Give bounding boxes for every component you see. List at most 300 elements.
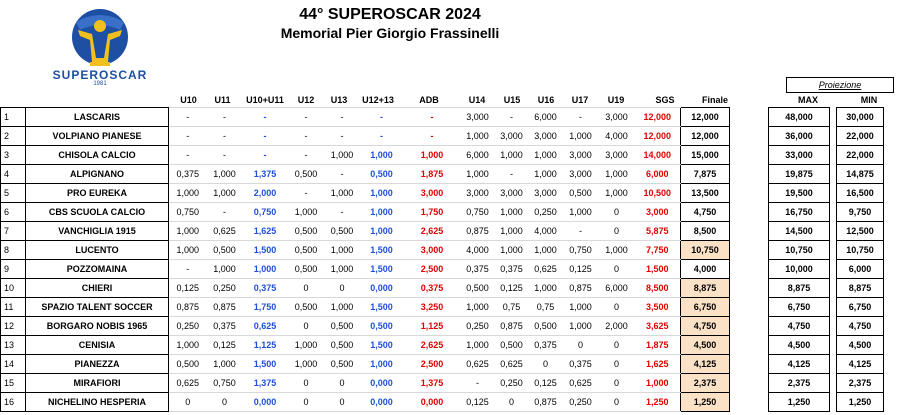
cell-u12: - xyxy=(288,108,325,127)
cell-u10u11: 0,375 xyxy=(243,279,288,298)
spacer-cell xyxy=(730,336,769,355)
cell-u17: 3,000 xyxy=(563,165,599,184)
team-name-cell: PIANEZZA xyxy=(26,355,169,374)
min-cell: 22,000 xyxy=(837,127,884,146)
cell-u19: 1,000 xyxy=(599,184,635,203)
table-row xyxy=(1,317,884,336)
cell-u12u13: 1,000 xyxy=(360,146,404,165)
finale-cell: 4,500 xyxy=(681,336,730,355)
cell-u17: 0,875 xyxy=(563,279,599,298)
max-cell: 14,500 xyxy=(769,222,830,241)
cell-u11: - xyxy=(207,108,243,127)
rank-cell: 5 xyxy=(1,184,26,203)
cell-u10: 0,500 xyxy=(169,355,207,374)
spacer-cell xyxy=(830,317,837,336)
spacer-cell xyxy=(830,222,837,241)
cell-adb: 2,500 xyxy=(404,260,461,279)
cell-u12: 0,500 xyxy=(288,165,325,184)
cell-u10u11: 1,750 xyxy=(243,298,288,317)
cell-u15: 0,250 xyxy=(495,374,529,393)
cell-u10u11: - xyxy=(243,127,288,146)
header-u11: U11 xyxy=(214,95,231,105)
cell-u19: 3,000 xyxy=(599,108,635,127)
cell-u19: 0 xyxy=(599,260,635,279)
cell-u15: 1,000 xyxy=(495,203,529,222)
cell-u12: 1,000 xyxy=(288,355,325,374)
rank-cell: 4 xyxy=(1,165,26,184)
cell-u10: 0,125 xyxy=(169,279,207,298)
cell-u17: 0,625 xyxy=(563,374,599,393)
cell-u12: 0,500 xyxy=(288,298,325,317)
cell-u15: 1,000 xyxy=(495,146,529,165)
cell-u14: 1,000 xyxy=(461,298,495,317)
max-cell: 48,000 xyxy=(769,108,830,127)
cell-u10u11: 0,000 xyxy=(243,393,288,412)
cell-u19: 0 xyxy=(599,374,635,393)
team-name-cell: VOLPIANO PIANESE xyxy=(26,127,169,146)
cell-u11: 1,000 xyxy=(207,184,243,203)
team-name-cell: CENISIA xyxy=(26,336,169,355)
cell-u13: 0,500 xyxy=(325,222,360,241)
cell-sgs: 10,500 xyxy=(635,184,681,203)
cell-u14: 3,000 xyxy=(461,184,495,203)
header-u15: U15 xyxy=(503,95,521,105)
cell-sgs: 1,500 xyxy=(635,260,681,279)
cell-u10u11: 2,000 xyxy=(243,184,288,203)
cell-u13: 1,000 xyxy=(325,184,360,203)
rank-cell: 1 xyxy=(1,108,26,127)
header-u17: U17 xyxy=(571,95,589,105)
cell-u12: - xyxy=(288,127,325,146)
cell-u12u13: 1,000 xyxy=(360,222,404,241)
header-u10: U10 xyxy=(180,95,197,105)
finale-cell: 12,000 xyxy=(681,108,730,127)
finale-cell: 1,250 xyxy=(681,393,730,412)
cell-u11: 1,000 xyxy=(207,355,243,374)
cell-u19: 0 xyxy=(599,298,635,317)
min-cell: 12,500 xyxy=(837,222,884,241)
cell-u17: 0,500 xyxy=(563,184,599,203)
cell-u16: 0 xyxy=(529,355,563,374)
spacer-cell xyxy=(730,127,769,146)
spacer-cell xyxy=(830,279,837,298)
team-name-cell: VANCHIGLIA 1915 xyxy=(26,222,169,241)
spacer-cell xyxy=(730,184,769,203)
cell-u10u11: 0,625 xyxy=(243,317,288,336)
spacer-cell xyxy=(830,241,837,260)
max-cell: 16,750 xyxy=(769,203,830,222)
cell-u15: 0,125 xyxy=(495,279,529,298)
cell-u12: 0,500 xyxy=(288,222,325,241)
rank-cell: 11 xyxy=(1,298,26,317)
logo-wordmark: SUPEROSCAR xyxy=(52,68,148,82)
cell-u10: - xyxy=(169,127,207,146)
max-cell: 10,750 xyxy=(769,241,830,260)
cell-u13: 1,000 xyxy=(325,260,360,279)
finale-cell: 4,000 xyxy=(681,260,730,279)
rank-cell: 15 xyxy=(1,374,26,393)
spacer-cell xyxy=(830,184,837,203)
cell-adb: 1,875 xyxy=(404,165,461,184)
logo-year: 1981 xyxy=(93,81,107,87)
cell-u11: - xyxy=(207,146,243,165)
rank-cell: 16 xyxy=(1,393,26,412)
max-cell: 33,000 xyxy=(769,146,830,165)
finale-cell: 7,875 xyxy=(681,165,730,184)
cell-u10: 1,000 xyxy=(169,241,207,260)
max-cell: 2,375 xyxy=(769,374,830,393)
rank-cell: 10 xyxy=(1,279,26,298)
cell-u12: 0,500 xyxy=(288,260,325,279)
cell-sgs: 3,500 xyxy=(635,298,681,317)
cell-u15: 0,500 xyxy=(495,336,529,355)
spacer-cell xyxy=(830,298,837,317)
cell-u13: - xyxy=(325,108,360,127)
spacer-cell xyxy=(730,393,769,412)
cell-u16: 1,000 xyxy=(529,279,563,298)
cell-adb: 0,375 xyxy=(404,279,461,298)
cell-u10: - xyxy=(169,146,207,165)
cell-u19: 0 xyxy=(599,203,635,222)
finale-cell: 10,750 xyxy=(681,241,730,260)
rank-cell: 2 xyxy=(1,127,26,146)
finale-cell: 12,000 xyxy=(681,127,730,146)
cell-u14: - xyxy=(461,374,495,393)
cell-u11: 0 xyxy=(207,393,243,412)
cell-u16: 3,000 xyxy=(529,127,563,146)
max-cell: 10,000 xyxy=(769,260,830,279)
cell-u12: - xyxy=(288,184,325,203)
spacer-cell xyxy=(830,355,837,374)
cell-u14: 0,375 xyxy=(461,260,495,279)
cell-u10u11: 1,375 xyxy=(243,374,288,393)
cell-u11: - xyxy=(207,203,243,222)
cell-u10: 1,000 xyxy=(169,336,207,355)
cell-u17: 3,000 xyxy=(563,146,599,165)
spacer-cell xyxy=(730,298,769,317)
spacer-cell xyxy=(730,374,769,393)
min-cell: 6,750 xyxy=(837,298,884,317)
rank-cell: 6 xyxy=(1,203,26,222)
cell-u14: 6,000 xyxy=(461,146,495,165)
cell-u15: 3,000 xyxy=(495,127,529,146)
header-u14: U14 xyxy=(468,95,486,105)
table-row xyxy=(1,203,884,222)
page-title: 44° SUPEROSCAR 2024 xyxy=(299,6,481,23)
cell-u10: 0 xyxy=(169,393,207,412)
cell-u14: 1,000 xyxy=(461,127,495,146)
cell-u12u13: 1,500 xyxy=(360,260,404,279)
cell-sgs: 1,000 xyxy=(635,374,681,393)
cell-sgs: 8,500 xyxy=(635,279,681,298)
cell-adb: 0,000 xyxy=(404,393,461,412)
cell-u10u11: 1,625 xyxy=(243,222,288,241)
cell-adb: 1,125 xyxy=(404,317,461,336)
cell-u16: 6,000 xyxy=(529,108,563,127)
page-subtitle: Memorial Pier Giorgio Frassinelli xyxy=(280,25,500,41)
team-name-cell: LUCENTO xyxy=(26,241,169,260)
cell-u16: 0,375 xyxy=(529,336,563,355)
standings-table xyxy=(0,107,884,412)
cell-u13: 0 xyxy=(325,393,360,412)
min-cell: 1,250 xyxy=(837,393,884,412)
rank-cell: 14 xyxy=(1,355,26,374)
cell-adb: 2,625 xyxy=(404,222,461,241)
spacer-cell xyxy=(730,260,769,279)
superoscar-logo xyxy=(40,4,160,90)
cell-u12u13: 1,000 xyxy=(360,203,404,222)
cell-u10u11: 1,125 xyxy=(243,336,288,355)
spacer-cell xyxy=(730,279,769,298)
cell-u11: 0,375 xyxy=(207,317,243,336)
cell-u12u13: 0,000 xyxy=(360,393,404,412)
cell-u16: 0,250 xyxy=(529,203,563,222)
header-max: MAX xyxy=(798,95,818,105)
cell-u12u13: 0,000 xyxy=(360,374,404,393)
cell-u10u11: 0,750 xyxy=(243,203,288,222)
finale-cell: 6,750 xyxy=(681,298,730,317)
cell-u13: 0 xyxy=(325,279,360,298)
spacer-cell xyxy=(830,146,837,165)
table-row xyxy=(1,260,884,279)
cell-u10: 0,250 xyxy=(169,317,207,336)
cell-u16: 0,875 xyxy=(529,393,563,412)
cell-u19: 1,000 xyxy=(599,165,635,184)
cell-sgs: 6,000 xyxy=(635,165,681,184)
team-name-cell: CHISOLA CALCIO xyxy=(26,146,169,165)
cell-u15: 3,000 xyxy=(495,184,529,203)
spacer-cell xyxy=(830,108,837,127)
cell-u17: - xyxy=(563,222,599,241)
max-cell: 4,500 xyxy=(769,336,830,355)
cell-u12u13: 0,500 xyxy=(360,165,404,184)
cell-u17: 1,000 xyxy=(563,127,599,146)
table-row xyxy=(1,184,884,203)
cell-adb: 1,000 xyxy=(404,146,461,165)
spacer-cell xyxy=(730,222,769,241)
cell-u15: 0,375 xyxy=(495,260,529,279)
table-row xyxy=(1,146,884,165)
finale-cell: 8,500 xyxy=(681,222,730,241)
table-row xyxy=(1,108,884,127)
table-row xyxy=(1,298,884,317)
cell-u12u13: 1,000 xyxy=(360,355,404,374)
cell-u12: 0,500 xyxy=(288,241,325,260)
cell-u10: - xyxy=(169,108,207,127)
cell-u14: 0,250 xyxy=(461,317,495,336)
spacer-cell xyxy=(730,203,769,222)
team-name-cell: BORGARO NOBIS 1965 xyxy=(26,317,169,336)
team-name-cell: CBS SCUOLA CALCIO xyxy=(26,203,169,222)
table-row xyxy=(1,355,884,374)
cell-u12: - xyxy=(288,146,325,165)
cell-sgs: 5,875 xyxy=(635,222,681,241)
table-row xyxy=(1,374,884,393)
cell-u15: - xyxy=(495,165,529,184)
cell-sgs: 12,000 xyxy=(635,127,681,146)
cell-u13: 1,000 xyxy=(325,146,360,165)
cell-u15: 1,000 xyxy=(495,241,529,260)
cell-u10: 0,875 xyxy=(169,298,207,317)
min-cell: 4,750 xyxy=(837,317,884,336)
spacer-cell xyxy=(830,374,837,393)
max-cell: 36,000 xyxy=(769,127,830,146)
cell-u12: 0 xyxy=(288,393,325,412)
cell-u15: 0,75 xyxy=(495,298,529,317)
standings-body xyxy=(1,108,884,412)
cell-u19: 0 xyxy=(599,393,635,412)
cell-u19: 0 xyxy=(599,355,635,374)
cell-u12u13: 1,500 xyxy=(360,241,404,260)
spacer-cell xyxy=(730,241,769,260)
cell-u10u11: - xyxy=(243,108,288,127)
cell-u12u13: 1,500 xyxy=(360,298,404,317)
max-cell: 19,500 xyxy=(769,184,830,203)
cell-u11: 0,625 xyxy=(207,222,243,241)
min-cell: 22,000 xyxy=(837,146,884,165)
cell-u11: - xyxy=(207,127,243,146)
cell-u10u11: 1,375 xyxy=(243,165,288,184)
cell-u13: - xyxy=(325,165,360,184)
cell-u14: 0,125 xyxy=(461,393,495,412)
max-cell: 4,125 xyxy=(769,355,830,374)
header-u16: U16 xyxy=(537,95,555,105)
cell-u14: 1,000 xyxy=(461,165,495,184)
cell-u16: 0,625 xyxy=(529,260,563,279)
cell-u19: 2,000 xyxy=(599,317,635,336)
header-adb: ADB xyxy=(419,95,439,105)
cell-adb: 3,250 xyxy=(404,298,461,317)
min-cell: 2,375 xyxy=(837,374,884,393)
cell-u10: 1,000 xyxy=(169,184,207,203)
team-name-cell: ALPIGNANO xyxy=(26,165,169,184)
table-row xyxy=(1,336,884,355)
cell-u11: 0,500 xyxy=(207,241,243,260)
cell-sgs: 12,000 xyxy=(635,108,681,127)
spacer-cell xyxy=(830,393,837,412)
max-cell: 19,875 xyxy=(769,165,830,184)
table-row xyxy=(1,165,884,184)
rank-cell: 13 xyxy=(1,336,26,355)
spacer-cell xyxy=(730,146,769,165)
cell-adb: 2,500 xyxy=(404,355,461,374)
cell-u11: 0,125 xyxy=(207,336,243,355)
spacer-cell xyxy=(830,260,837,279)
cell-u15: 0 xyxy=(495,393,529,412)
team-name-cell: LASCARIS xyxy=(26,108,169,127)
team-name-cell: PRO EUREKA xyxy=(26,184,169,203)
rank-cell: 9 xyxy=(1,260,26,279)
finale-cell: 15,000 xyxy=(681,146,730,165)
cell-u16: 4,000 xyxy=(529,222,563,241)
cell-u13: 0 xyxy=(325,374,360,393)
cell-u19: 1,000 xyxy=(599,241,635,260)
cell-u10: - xyxy=(169,260,207,279)
header-finale: Finale xyxy=(701,95,728,105)
cell-u13: 0,500 xyxy=(325,317,360,336)
spacer-cell xyxy=(730,355,769,374)
cell-u19: 0 xyxy=(599,222,635,241)
cell-u10: 0,375 xyxy=(169,165,207,184)
cell-u12: 0 xyxy=(288,279,325,298)
cell-u11: 1,000 xyxy=(207,260,243,279)
cell-u16: 0,500 xyxy=(529,317,563,336)
table-row xyxy=(1,241,884,260)
cell-u15: 1,000 xyxy=(495,222,529,241)
spacer-cell xyxy=(830,127,837,146)
cell-u12u13: 0,000 xyxy=(360,279,404,298)
cell-u10u11: 1,500 xyxy=(243,241,288,260)
max-cell: 4,750 xyxy=(769,317,830,336)
table-row xyxy=(1,222,884,241)
table-row xyxy=(1,127,884,146)
cell-sgs: 1,250 xyxy=(635,393,681,412)
cell-u13: - xyxy=(325,127,360,146)
min-cell: 30,000 xyxy=(837,108,884,127)
team-name-cell: SPAZIO TALENT SOCCER xyxy=(26,298,169,317)
rank-cell: 8 xyxy=(1,241,26,260)
cell-u17: 0,125 xyxy=(563,260,599,279)
header-min: MIN xyxy=(860,95,878,105)
header-u19: U19 xyxy=(607,95,625,105)
min-cell: 8,875 xyxy=(837,279,884,298)
header-u12: U12 xyxy=(297,95,315,105)
cell-u11: 0,250 xyxy=(207,279,243,298)
proiezione-label: Proiezione xyxy=(786,77,894,93)
cell-u13: - xyxy=(325,203,360,222)
cell-u12: 0 xyxy=(288,317,325,336)
cell-u13: 1,000 xyxy=(325,241,360,260)
cell-u17: 0,375 xyxy=(563,355,599,374)
spacer-cell xyxy=(730,108,769,127)
cell-u12u13: - xyxy=(360,127,404,146)
cell-u12u13: 0,500 xyxy=(360,317,404,336)
cell-u10u11: - xyxy=(243,146,288,165)
cell-sgs: 7,750 xyxy=(635,241,681,260)
table-row xyxy=(1,393,884,412)
cell-sgs: 3,625 xyxy=(635,317,681,336)
finale-cell: 13,500 xyxy=(681,184,730,203)
rank-cell: 3 xyxy=(1,146,26,165)
finale-cell: 4,750 xyxy=(681,203,730,222)
header-u10u11: U10+U11 xyxy=(246,95,284,105)
cell-u13: 1,000 xyxy=(325,298,360,317)
cell-u17: 1,000 xyxy=(563,298,599,317)
cell-u17: 0,250 xyxy=(563,393,599,412)
finale-cell: 4,750 xyxy=(681,317,730,336)
cell-u14: 4,000 xyxy=(461,241,495,260)
min-cell: 14,875 xyxy=(837,165,884,184)
team-name-cell: NICHELINO HESPERIA xyxy=(26,393,169,412)
cell-u14: 3,000 xyxy=(461,108,495,127)
cell-u19: 3,000 xyxy=(599,146,635,165)
cell-u17: 1,000 xyxy=(563,203,599,222)
cell-u16: 0,125 xyxy=(529,374,563,393)
cell-u11: 0,875 xyxy=(207,298,243,317)
cell-u10: 1,000 xyxy=(169,222,207,241)
cell-u17: 0,750 xyxy=(563,241,599,260)
cell-adb: 2,625 xyxy=(404,336,461,355)
cell-u12u13: - xyxy=(360,108,404,127)
cell-adb: 3,000 xyxy=(404,184,461,203)
cell-u15: 0,625 xyxy=(495,355,529,374)
rank-cell: 7 xyxy=(1,222,26,241)
team-name-cell: POZZOMAINA xyxy=(26,260,169,279)
cell-u16: 1,000 xyxy=(529,146,563,165)
cell-u10u11: 1,500 xyxy=(243,355,288,374)
cell-u19: 4,000 xyxy=(599,127,635,146)
cell-u14: 0,500 xyxy=(461,279,495,298)
